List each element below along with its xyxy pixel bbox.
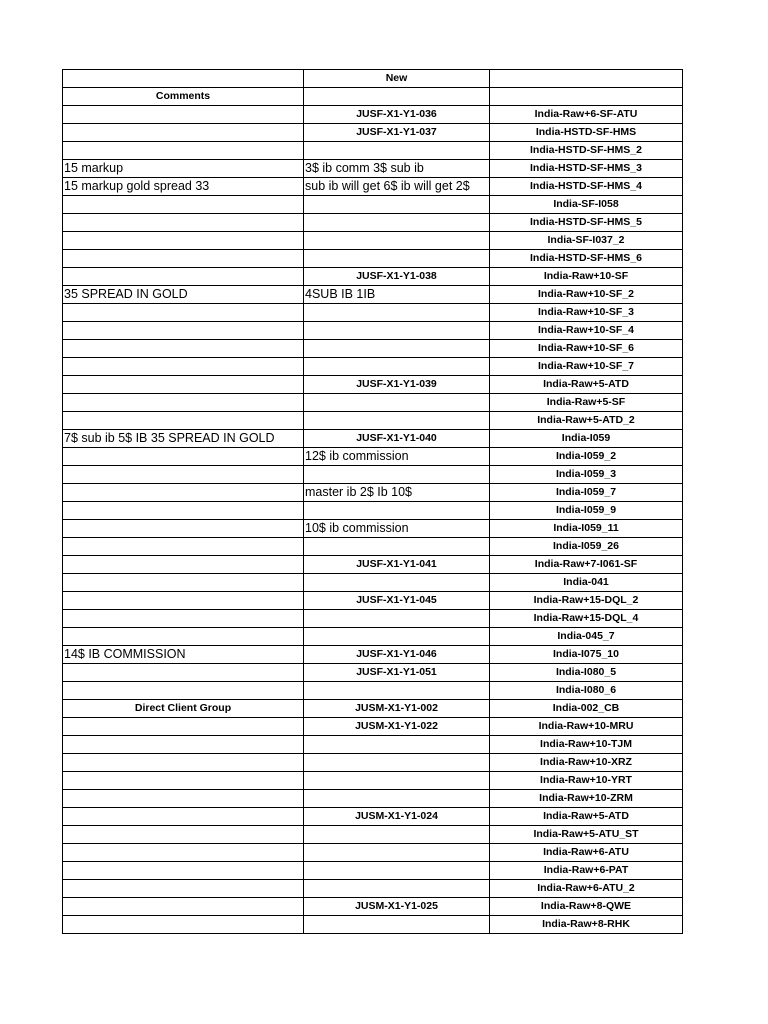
table-row [63,682,683,700]
account-cell[interactable]: India-Raw+10-SF_7 [490,358,683,376]
comment-cell[interactable] [63,448,304,466]
account-cell[interactable]: India-HSTD-SF-HMS_5 [490,214,683,232]
comment-cell[interactable] [63,880,304,898]
group-cell[interactable] [304,610,490,628]
table-row [63,700,683,718]
group-cell[interactable] [304,574,490,592]
comment-cell[interactable] [63,826,304,844]
comment-cell[interactable] [63,862,304,880]
group-cell[interactable]: JUSF-X1-Y1-039 [304,376,490,394]
comment-cell[interactable] [63,754,304,772]
group-cell[interactable]: JUSM-X1-Y1-024 [304,808,490,826]
comment-cell[interactable] [63,466,304,484]
account-cell[interactable]: India-I059_7 [490,484,683,502]
comment-cell[interactable] [63,592,304,610]
table-row [63,250,683,268]
account-cell[interactable]: India-Raw+10-TJM [490,736,683,754]
comment-cell[interactable] [63,232,304,250]
comment-cell[interactable] [63,484,304,502]
comment-cell[interactable] [63,898,304,916]
account-cell[interactable]: India-HSTD-SF-HMS_3 [490,160,683,178]
header-row-comments [63,88,683,106]
table-row [63,556,683,574]
account-cell[interactable]: India-Raw+15-DQL_2 [490,592,683,610]
group-cell[interactable] [304,250,490,268]
group-cell[interactable]: JUSF-X1-Y1-038 [304,268,490,286]
table-row [63,196,683,214]
group-cell[interactable] [304,754,490,772]
group-cell[interactable] [304,466,490,484]
comment-cell[interactable]: 35 SPREAD IN GOLD [63,286,304,304]
table-row [63,808,683,826]
account-cell[interactable]: India-Raw+5-ATD_2 [490,412,683,430]
table-row [63,232,683,250]
group-cell[interactable] [304,412,490,430]
table-row [63,412,683,430]
table-row [63,628,683,646]
group-cell[interactable] [304,394,490,412]
account-cell[interactable]: India-HSTD-SF-HMS_2 [490,142,683,160]
comment-cell[interactable] [63,124,304,142]
table-row [63,322,683,340]
comment-cell[interactable] [63,736,304,754]
group-cell[interactable]: JUSF-X1-Y1-037 [304,124,490,142]
table-row [63,736,683,754]
header-row-new [63,70,683,88]
account-cell[interactable]: India-HSTD-SF-HMS_4 [490,178,683,196]
table-row [63,394,683,412]
table-row [63,160,683,178]
comment-cell[interactable] [63,250,304,268]
table-row [63,106,683,124]
group-cell[interactable] [304,322,490,340]
table-row [63,790,683,808]
table-row [63,592,683,610]
account-cell[interactable]: India-Raw+8-QWE [490,898,683,916]
group-cell[interactable] [304,844,490,862]
comment-cell[interactable] [63,502,304,520]
cell-c[interactable] [490,88,683,106]
account-cell[interactable]: India-Raw+6-ATU_2 [490,880,683,898]
comment-cell[interactable] [63,520,304,538]
table-row [63,916,683,934]
account-cell[interactable]: India-HSTD-SF-HMS_6 [490,250,683,268]
account-cell[interactable]: India-HSTD-SF-HMS [490,124,683,142]
group-cell[interactable] [304,772,490,790]
account-cell[interactable]: India-I059_3 [490,466,683,484]
group-cell[interactable] [304,790,490,808]
comment-cell[interactable] [63,376,304,394]
cell-a[interactable] [63,70,304,88]
group-cell[interactable] [304,826,490,844]
comment-cell[interactable] [63,268,304,286]
group-cell[interactable]: JUSF-X1-Y1-041 [304,556,490,574]
comment-cell[interactable] [63,610,304,628]
table-row [63,754,683,772]
table-row [63,538,683,556]
account-cell[interactable]: India-Raw+10-ZRM [490,790,683,808]
group-cell[interactable] [304,880,490,898]
group-cell[interactable]: JUSF-X1-Y1-036 [304,106,490,124]
group-cell[interactable] [304,736,490,754]
table-row [63,772,683,790]
comment-cell[interactable] [63,772,304,790]
account-cell[interactable]: India-I080_6 [490,682,683,700]
table-row [63,664,683,682]
comment-cell[interactable] [63,718,304,736]
table-row [63,376,683,394]
table-row [63,466,683,484]
table-row [63,358,683,376]
account-cell[interactable]: India-Raw+6-PAT [490,862,683,880]
account-cell[interactable]: India-I059_11 [490,520,683,538]
comment-cell[interactable] [63,664,304,682]
table-row [63,844,683,862]
comment-cell[interactable]: 7$ sub ib 5$ IB 35 SPREAD IN GOLD [63,430,304,448]
account-cell[interactable]: India-SF-I037_2 [490,232,683,250]
account-cell[interactable]: India-Raw+10-SF [490,268,683,286]
table-row [63,448,683,466]
comment-cell[interactable] [63,340,304,358]
comment-cell[interactable]: Direct Client Group [63,700,304,718]
table-row [63,898,683,916]
account-cell[interactable]: India-Raw+6-ATU [490,844,683,862]
account-cell[interactable]: India-SF-I058 [490,196,683,214]
table-row [63,340,683,358]
comments-header[interactable]: Comments [63,88,304,106]
account-cell[interactable]: India-I059_2 [490,448,683,466]
table-row [63,484,683,502]
group-cell[interactable]: 3$ ib comm 3$ sub ib [304,160,490,178]
table-row [63,880,683,898]
comment-cell[interactable] [63,538,304,556]
group-cell[interactable] [304,862,490,880]
group-cell[interactable]: JUSM-X1-Y1-025 [304,898,490,916]
account-cell[interactable]: India-Raw+10-SF_3 [490,304,683,322]
account-cell[interactable]: India-Raw+10-YRT [490,772,683,790]
table-row [63,214,683,232]
account-cell[interactable]: India-Raw+10-SF_6 [490,340,683,358]
table-row [63,124,683,142]
table-row [63,502,683,520]
comment-cell[interactable] [63,322,304,340]
table-row [63,430,683,448]
account-cell[interactable]: India-I080_5 [490,664,683,682]
account-cell[interactable]: India-Raw+8-RHK [490,916,683,934]
table-row [63,268,683,286]
group-cell[interactable]: JUSF-X1-Y1-045 [304,592,490,610]
account-cell[interactable]: India-Raw+5-ATD [490,376,683,394]
account-cell[interactable]: India-Raw+10-SF_4 [490,322,683,340]
account-cell[interactable]: India-045_7 [490,628,683,646]
group-cell[interactable] [304,214,490,232]
account-cell[interactable]: India-I059_9 [490,502,683,520]
account-cell[interactable]: India-I059_26 [490,538,683,556]
group-cell[interactable]: JUSM-X1-Y1-002 [304,700,490,718]
account-cell[interactable]: India-002_CB [490,700,683,718]
comment-cell[interactable] [63,304,304,322]
group-cell[interactable] [304,682,490,700]
group-cell[interactable]: JUSF-X1-Y1-040 [304,430,490,448]
table-row [63,520,683,538]
group-cell[interactable] [304,142,490,160]
group-cell[interactable] [304,196,490,214]
group-cell[interactable] [304,502,490,520]
group-cell[interactable]: JUSF-X1-Y1-046 [304,646,490,664]
comment-cell[interactable]: 14$ IB COMMISSION [63,646,304,664]
group-cell[interactable]: 10$ ib commission [304,520,490,538]
cell-b[interactable] [304,88,490,106]
table-row [63,304,683,322]
comment-cell[interactable] [63,790,304,808]
account-cell[interactable]: India-Raw+10-XRZ [490,754,683,772]
account-cell[interactable]: India-Raw+15-DQL_4 [490,610,683,628]
table-row [63,142,683,160]
comment-cell[interactable] [63,358,304,376]
comment-cell[interactable] [63,808,304,826]
comment-cell[interactable] [63,142,304,160]
account-cell[interactable]: India-Raw+5-ATD [490,808,683,826]
comment-cell[interactable]: 15 markup gold spread 33 [63,178,304,196]
comment-cell[interactable]: 15 markup [63,160,304,178]
cell-c[interactable] [490,70,683,88]
account-cell[interactable]: India-I059 [490,430,683,448]
spreadsheet-table [62,69,683,934]
comment-cell[interactable] [63,412,304,430]
new-header[interactable]: New [304,70,490,88]
group-cell[interactable] [304,340,490,358]
comment-cell[interactable] [63,196,304,214]
group-cell[interactable]: sub ib will get 6$ ib will get 2$ [304,178,490,196]
comment-cell[interactable] [63,574,304,592]
comment-cell[interactable] [63,916,304,934]
table-row [63,574,683,592]
table-row [63,826,683,844]
group-cell[interactable] [304,304,490,322]
group-cell[interactable]: 4SUB IB 1IB [304,286,490,304]
table-row [63,286,683,304]
comment-cell[interactable] [63,628,304,646]
table-row [63,178,683,196]
group-cell[interactable] [304,538,490,556]
table-row [63,610,683,628]
group-cell[interactable] [304,358,490,376]
account-cell[interactable]: India-Raw+7-I061-SF [490,556,683,574]
comment-cell[interactable] [63,106,304,124]
group-cell[interactable] [304,628,490,646]
group-cell[interactable]: master ib 2$ Ib 10$ [304,484,490,502]
account-cell[interactable]: India-Raw+6-SF-ATU [490,106,683,124]
account-cell[interactable]: India-Raw+5-SF [490,394,683,412]
comment-cell[interactable] [63,556,304,574]
account-cell[interactable]: India-041 [490,574,683,592]
account-cell[interactable]: India-Raw+5-ATU_ST [490,826,683,844]
group-cell[interactable] [304,916,490,934]
comment-cell[interactable] [63,844,304,862]
account-cell[interactable]: India-I075_10 [490,646,683,664]
comment-cell[interactable] [63,394,304,412]
group-cell[interactable]: JUSM-X1-Y1-022 [304,718,490,736]
comment-cell[interactable] [63,214,304,232]
group-cell[interactable]: JUSF-X1-Y1-051 [304,664,490,682]
account-cell[interactable]: India-Raw+10-MRU [490,718,683,736]
group-cell[interactable]: 12$ ib commission [304,448,490,466]
comment-cell[interactable] [63,682,304,700]
table-row [63,646,683,664]
account-cell[interactable]: India-Raw+10-SF_2 [490,286,683,304]
group-cell[interactable] [304,232,490,250]
table-row [63,718,683,736]
table-row [63,862,683,880]
